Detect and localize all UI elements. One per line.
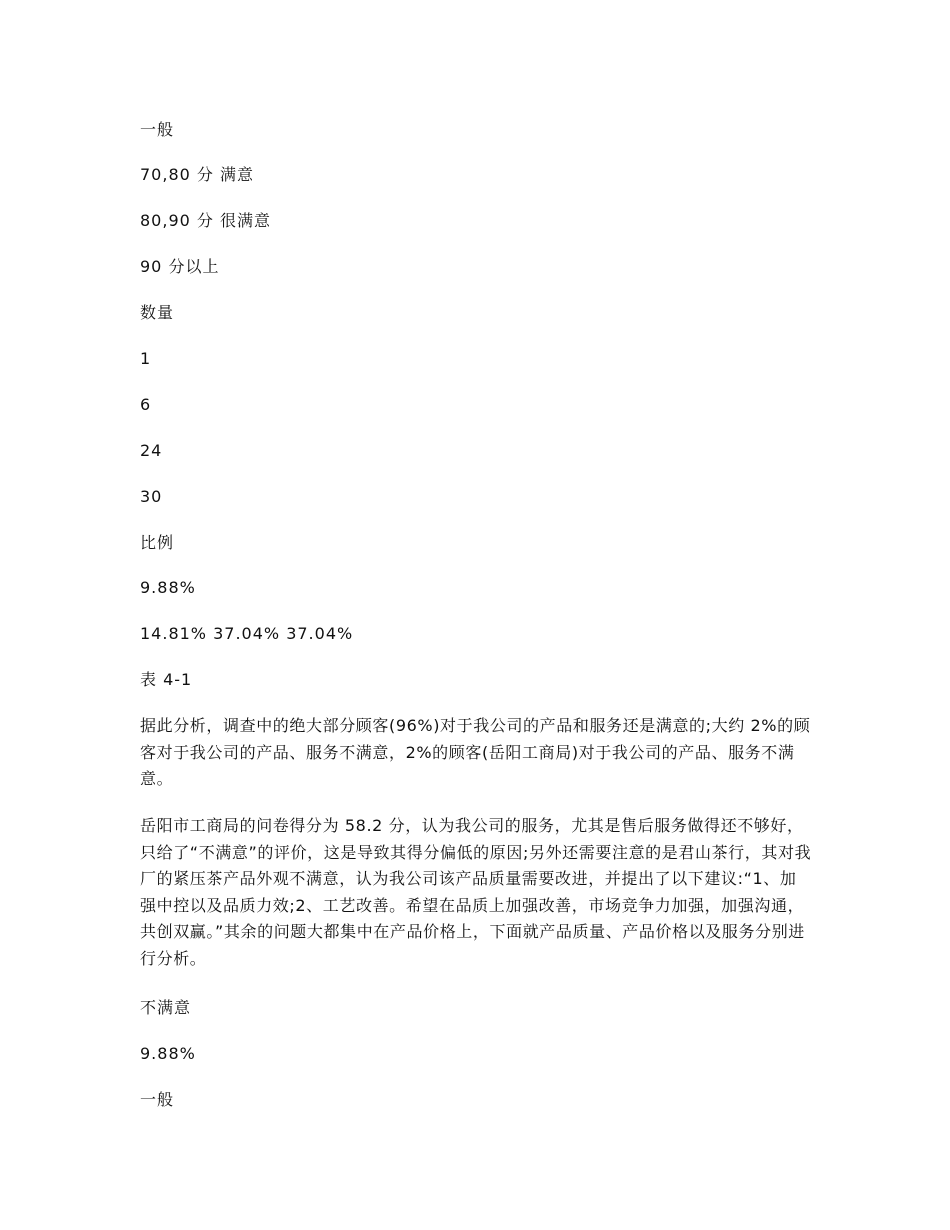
text-line-quantity-24: 24 (140, 441, 163, 460)
text-line-general: 一般 (140, 120, 175, 139)
text-line-ratio-rest: 14.81% 37.04% 37.04% (140, 624, 354, 643)
text-line-ratio-label: 比例 (140, 533, 175, 552)
text-line-quantity-30: 30 (140, 487, 163, 506)
text-line-dissatisfied: 不满意 (140, 998, 192, 1017)
text-line-score-70-80: 70,80 分 满意 (140, 165, 254, 184)
text-line-general-repeat: 一般 (140, 1090, 175, 1109)
analysis-paragraph: 据此分析，调查中的绝大部分顾客(96%)对于我公司的产品和服务还是满意的;大约 2%的顾客对于我公司的产品、服务不满意，2%的顾客(岳阳工商局)对于我公司的产品、服务不满意。 (140, 716, 811, 788)
text-line-quantity-label: 数量 (140, 303, 175, 322)
text-line-quantity-6: 6 (140, 395, 152, 414)
text-line-score-90-plus: 90 分以上 (140, 257, 220, 276)
table-caption: 表 4-1 (140, 670, 193, 689)
text-line-ratio-1: 9.88% (140, 578, 196, 597)
text-line-quantity-1: 1 (140, 349, 152, 368)
text-line-score-80-90: 80,90 分 很满意 (140, 211, 271, 230)
text-line-dissatisfied-ratio: 9.88% (140, 1044, 196, 1063)
detail-paragraph: 岳阳市工商局的问卷得分为 58.2 分，认为我公司的服务，尤其是售后服务做得还不够好，只给了“不满意”的评价，这是导致其得分偏低的原因;另外还需要注意的是君山茶行，其对我厂的紧压茶产品外观不满意，认为我公司该产品质量需要改进，并提出了以下建议:“1、加强中控以及品质力效;2、工艺改善。希望在品质上加强改善，市场竞争力加强，加强沟通，共创双赢。”其余的问题大都集中在产品价格上，下面就产品质量、产品价格以及服务分别进行分析。 (140, 816, 812, 968)
